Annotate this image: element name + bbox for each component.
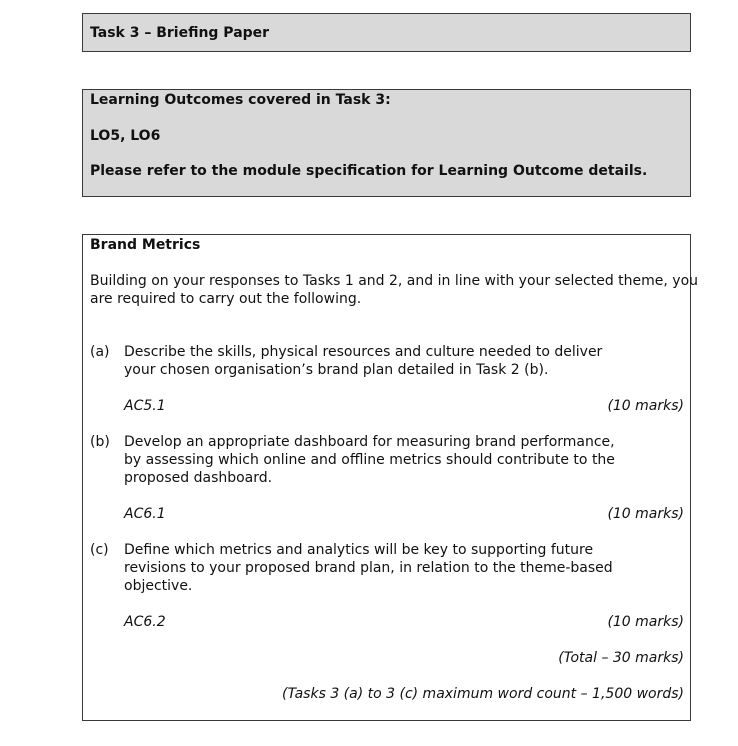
marks-label: (10 marks) bbox=[607, 506, 684, 522]
item-text-line: Define which metrics and analytics will be key to supporting future bbox=[124, 542, 594, 558]
item-text-line: your chosen organisation’s brand plan detailed in Task 2 (b). bbox=[124, 362, 549, 378]
marks-label: (10 marks) bbox=[607, 398, 684, 414]
item-label: (a) bbox=[90, 344, 110, 360]
intro-line-1: Building on your responses to Tasks 1 and 2, and in line with your selected theme, you bbox=[90, 273, 699, 289]
item-text-line: Describe the skills, physical resources and culture needed to deliver bbox=[124, 344, 603, 360]
learning-outcomes-heading: Learning Outcomes covered in Task 3: bbox=[90, 92, 391, 108]
total-marks: (Total – 30 marks) bbox=[558, 650, 684, 666]
item-text-line: proposed dashboard. bbox=[124, 470, 273, 486]
brand-metrics-heading: Brand Metrics bbox=[90, 237, 201, 253]
item-label: (b) bbox=[90, 434, 110, 450]
item-text-line: revisions to your proposed brand plan, in relation to the theme-based bbox=[124, 560, 613, 576]
item-text-line: Develop an appropriate dashboard for measuring brand performance, bbox=[124, 434, 615, 450]
item-text-line: objective. bbox=[124, 578, 193, 594]
learning-outcomes-note: Please refer to the module specification for Learning Outcome details. bbox=[90, 163, 648, 179]
learning-outcome-codes: LO5, LO6 bbox=[90, 128, 161, 144]
task-header-box bbox=[82, 13, 691, 52]
marks-label: (10 marks) bbox=[607, 614, 684, 630]
intro-line-2: are required to carry out the following. bbox=[90, 291, 362, 307]
word-count-limit: (Tasks 3 (a) to 3 (c) maximum word count – 1,500 words) bbox=[282, 686, 684, 702]
assessment-criterion: AC6.2 bbox=[124, 614, 166, 630]
learning-outcomes-box bbox=[82, 89, 691, 197]
item-label: (c) bbox=[90, 542, 109, 558]
assessment-criterion: AC5.1 bbox=[124, 398, 166, 414]
assessment-criterion: AC6.1 bbox=[124, 506, 166, 522]
brand-metrics-box bbox=[82, 234, 699, 721]
task-title: Task 3 – Briefing Paper bbox=[90, 25, 270, 41]
item-text-line: by assessing which online and offline metrics should contribute to the bbox=[124, 452, 615, 468]
